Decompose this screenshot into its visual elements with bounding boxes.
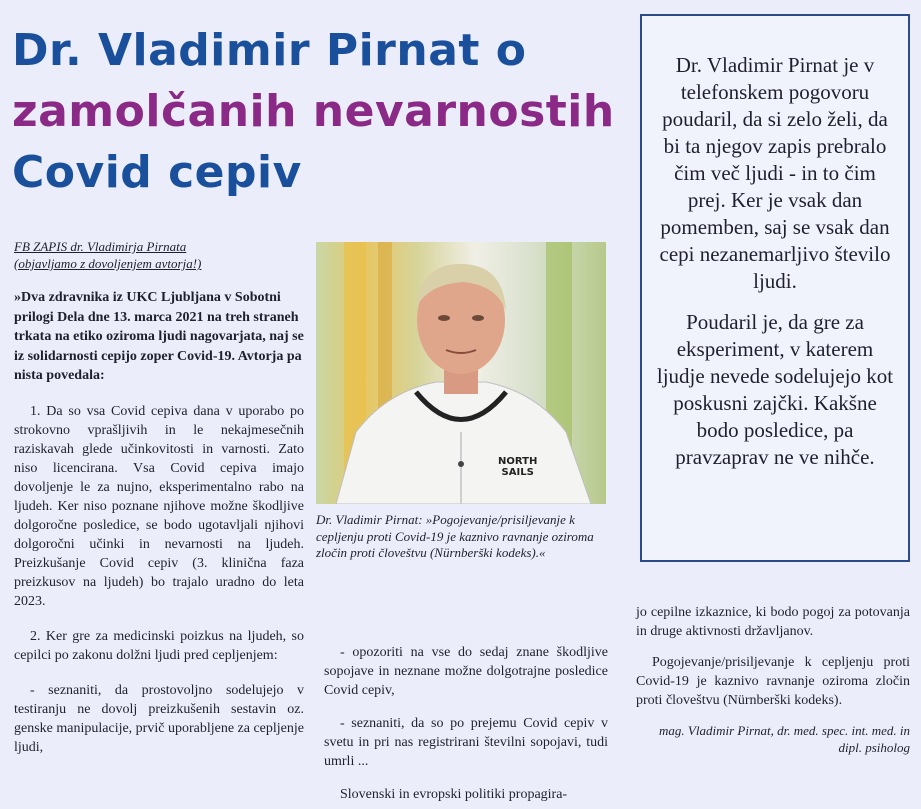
- middle-column: [324, 643, 608, 804]
- author-signature: mag. Vladimir Pirnat, dr. med. spec. int. med. in dipl. psiholog: [659, 723, 910, 755]
- shirt-logo: [498, 456, 537, 478]
- fb-note-line-2: (objavljamo z dovoljenjem avtorja!): [14, 256, 202, 271]
- pull-quote-paragraph-1: Dr. Vladimir Pirnat je v telefonskem pogovoru poudaril, da si zelo želi, da bi ta njegov zapis prebralo čim več ljudi - in to čim prej. Ker je vsak dan pomemben, saj se vsak dan cepi nezanemarljivo število ljudi.: [659, 53, 891, 293]
- photo-caption: Dr. Vladimir Pirnat: »Pogojevanje/prisiljevanje k cepljenju proti Covid-19 je kaznivo ravnanje oziroma zločin proti človeštvu (Nürnberški kodeks).«: [316, 512, 594, 560]
- continued-paragraph: jo cepilne izkaznice, ki bodo pogoj za potovanja in druge aktivnosti državljanov.: [636, 605, 910, 639]
- fb-note: [14, 238, 304, 272]
- shirt-logo-line-1: NORTH: [498, 456, 538, 467]
- bullet-2-paragraph: - opozoriti na vse do sedaj znane škodljive sopojave in neznane možne dolgotrajne posledice Covid cepiv,: [324, 645, 608, 698]
- pull-quote-box: [640, 14, 910, 562]
- shirt-logo-line-2: SAILS: [501, 467, 534, 478]
- point-2-paragraph: 2. Ker gre za medicinski poizkus na ljudeh, so cepilci po zakonu dolžni ljudi pred cepljenjem:: [14, 628, 304, 663]
- point-1-paragraph: 1. Da so vsa Covid cepiva dana v uporabo po strokovno vprašljivih in le nekajmesečnih raziskavah glede učinkovitosti in varnosti. Zato niso licencirana. Vsa Covid cepiva imajo dovoljenje le za nujno, eksperimentalno rabo na ljudeh. Ker niso poznane njihove možne škodljive dolgoročne posledice, se bodo ugotavljali njihovi dolgoročni učinki in nevarnosti na ljudeh. Preizkušanje Covid cepiv (3. klinična faza preizkusov na ljudeh) bo trajalo uradno do leta 2023.: [14, 403, 304, 609]
- intro-paragraph: »Dva zdravnika iz UKC Ljubljana v Sobotni prilogi Dela dne 13. marca 2021 na treh straneh trkata na etiko oziroma ljudi nagovarjata, naj se iz solidarnosti cepijo zoper Covid-19. Avtorja pa nista povedala:: [14, 290, 304, 383]
- headline: [12, 20, 615, 203]
- portrait-illustration: [316, 242, 606, 504]
- headline-line-3: Covid cepiv: [12, 147, 302, 198]
- bullet-3-paragraph: - seznaniti, da so po prejemu Covid cepiv v svetu in pri nas registrirani številni sopojavi, tudi umrli ...: [324, 716, 608, 769]
- statement-paragraph: Pogojevanje/prisiljevanje k cepljenju proti Covid-19 je kaznivo ravnanje oziroma zločin proti človeštvu (Nürnberški kodeks).: [636, 655, 910, 708]
- right-column: [636, 603, 910, 756]
- pull-quote-paragraph-2: Poudaril je, da gre za eksperiment, v katerem ljudje nevede sodelujejo kot poskusni zajčki. Kakšne bodo posledice, pa pravzaprav ne ve nihče.: [656, 310, 894, 469]
- author-photo: [316, 242, 606, 504]
- politics-paragraph: Slovenski in evropski politiki propagira-: [340, 787, 568, 802]
- left-column: [14, 238, 304, 757]
- headline-line-2: zamolčanih nevarnostih: [12, 86, 615, 137]
- fb-note-line-1: FB ZAPIS dr. Vladimirja Pirnata: [14, 239, 187, 254]
- bullet-1-paragraph: - seznaniti, da prostovoljno sodelujejo v testiranju ne dovolj preizkušenih sestavin oz. genske manipulacije, prvič uporabljene za cepljenje ljudi,: [14, 682, 304, 755]
- headline-line-1: Dr. Vladimir Pirnat o: [12, 25, 527, 76]
